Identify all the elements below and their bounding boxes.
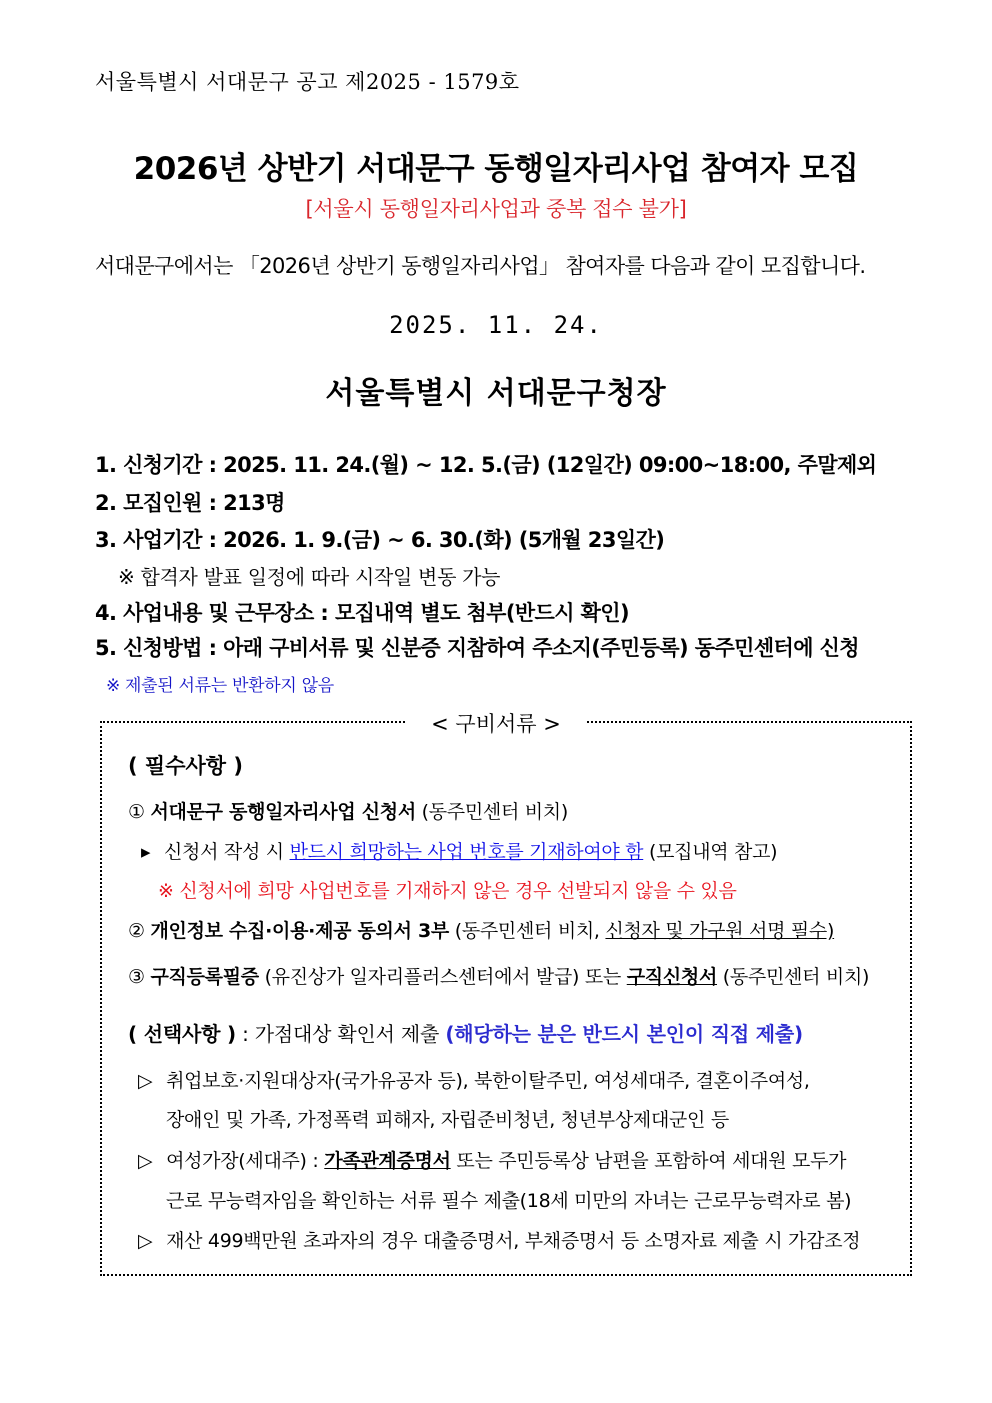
instruction-prefix: 신청서 작성 시 — [164, 841, 284, 863]
instruction-emphasis: 반드시 희망하는 사업 번호를 기재하여야 함 — [289, 841, 644, 863]
item-label: 신청기간 : — [123, 453, 217, 477]
document-application-form — [128, 797, 568, 824]
documents-box-title: < 구비서류 > — [0, 708, 992, 738]
item-project-period-note: ※ 합격자 발표 일정에 따라 시작일 변동 가능 — [118, 565, 501, 589]
optional-heading — [128, 1018, 803, 1047]
optional-item-priority-groups-cont: 장애인 및 가족, 가정폭력 피해자, 자립준비청년, 청년부상제대군인 등 — [166, 1109, 729, 1131]
item-recruit-count — [95, 487, 285, 517]
page-title: 2026년 상반기 서대문구 동행일자리사업 참여자 모집 — [133, 151, 859, 187]
optional-item-female-head — [138, 1146, 846, 1173]
document-privacy-consent — [128, 916, 834, 943]
item-number: 4. — [95, 601, 117, 625]
optional-item-priority-groups — [138, 1066, 810, 1093]
optional-item-text: 재산 499백만원 초과자의 경우 대출증명서, 부채증명서 등 소명자료 제출 시 가감조정 — [166, 1230, 861, 1252]
item-label: 모집인원 : — [123, 491, 217, 515]
document-job-registration — [128, 962, 869, 989]
application-form-instruction — [141, 837, 777, 864]
item-number: 5. — [95, 636, 117, 660]
document-note: (동주민센터 비치) — [421, 801, 568, 823]
notice-number: 서울특별시 서대문구 공고 제2025 - 1579호 — [95, 70, 520, 94]
page-subtitle: [서울시 동행일자리사업과 중복 접수 불가] — [305, 197, 687, 221]
hollow-triangle-bullet-icon: ▷ — [138, 1150, 153, 1172]
document-alt-name: 구직신청서 — [626, 966, 718, 988]
optional-item-assets — [138, 1226, 860, 1253]
item-application-method-note: ※ 제출된 서류는 반환하지 않음 — [106, 676, 334, 696]
document-name: 구직등록필증 — [150, 966, 259, 988]
item-value: 2025. 11. 24.(월) ~ 12. 5.(금) (12일간) 09:00~18:00, 주말제외 — [223, 453, 877, 477]
document-note-underlined: 신청자 및 가구원 서명 필수) — [605, 920, 835, 942]
intro-text: 서대문구에서는 「2026년 상반기 동행일자리사업」 참여자를 다음과 같이 모집합니다. — [95, 254, 866, 278]
document-alt-note: (동주민센터 비치) — [722, 966, 870, 988]
optional-heading-desc: : 가점대상 확인서 제출 — [242, 1022, 440, 1046]
item-value: 2026. 1. 9.(금) ~ 6. 30.(화) (5개월 23일간) — [223, 528, 665, 552]
item-value: 모집내역 별도 첨부(반드시 확인) — [334, 601, 629, 625]
item-label: 사업내용 및 근무장소 : — [123, 601, 329, 625]
triangle-bullet-icon: ▸ — [141, 841, 151, 863]
item-number: 3. — [95, 528, 117, 552]
application-form-warning: ※ 신청서에 희망 사업번호를 기재하지 않은 경우 선발되지 않을 수 있음 — [158, 880, 737, 902]
optional-item-text: 또는 주민등록상 남편을 포함하여 세대원 모두가 — [456, 1150, 847, 1172]
issuer: 서울특별시 서대문구청장 — [325, 376, 667, 411]
circled-number: ② — [128, 920, 145, 942]
document-name: 서대문구 동행일자리사업 신청서 — [150, 801, 416, 823]
item-work-content — [95, 597, 629, 627]
optional-item-prefix: 여성가장(세대주) : — [166, 1150, 319, 1172]
hollow-triangle-bullet-icon: ▷ — [138, 1230, 153, 1252]
circled-number: ① — [128, 801, 145, 823]
item-project-period — [95, 524, 664, 554]
optional-item-female-head-cont: 근로 무능력자임을 확인하는 서류 필수 제출(18세 미만의 자녀는 근로무능력자로 봄) — [166, 1190, 852, 1212]
item-application-method — [95, 632, 859, 662]
hollow-triangle-bullet-icon: ▷ — [138, 1070, 153, 1092]
optional-item-text: 취업보호·지원대상자(국가유공자 등), 북한이탈주민, 여성세대주, 결혼이주여성, — [166, 1070, 810, 1092]
notice-date: 2025. 11. 24. — [389, 311, 603, 339]
item-label: 사업기간 : — [123, 528, 217, 552]
required-heading: ( 필수사항 ) — [128, 754, 243, 778]
item-label: 신청방법 : — [123, 636, 217, 660]
instruction-suffix: (모집내역 참고) — [648, 841, 778, 863]
item-value: 아래 구비서류 및 신분증 지참하여 주소지(주민등록) 동주민센터에 신청 — [223, 636, 859, 660]
circled-number: ③ — [128, 966, 145, 988]
document-name: 개인정보 수집·이용·제공 동의서 3부 — [150, 920, 449, 942]
optional-heading-emphasis: (해당하는 분은 반드시 본인이 직접 제출) — [445, 1022, 803, 1046]
item-value: 213명 — [223, 491, 285, 515]
item-number: 2. — [95, 491, 117, 515]
item-application-period — [95, 449, 876, 479]
item-number: 1. — [95, 453, 117, 477]
optional-heading-label: ( 선택사항 ) — [128, 1022, 236, 1046]
optional-item-emphasis: 가족관계증명서 — [324, 1150, 451, 1172]
document-note: (동주민센터 비치, — [454, 920, 600, 942]
document-note: (유진상가 일자리플러스센터에서 발급) 또는 — [264, 966, 621, 988]
